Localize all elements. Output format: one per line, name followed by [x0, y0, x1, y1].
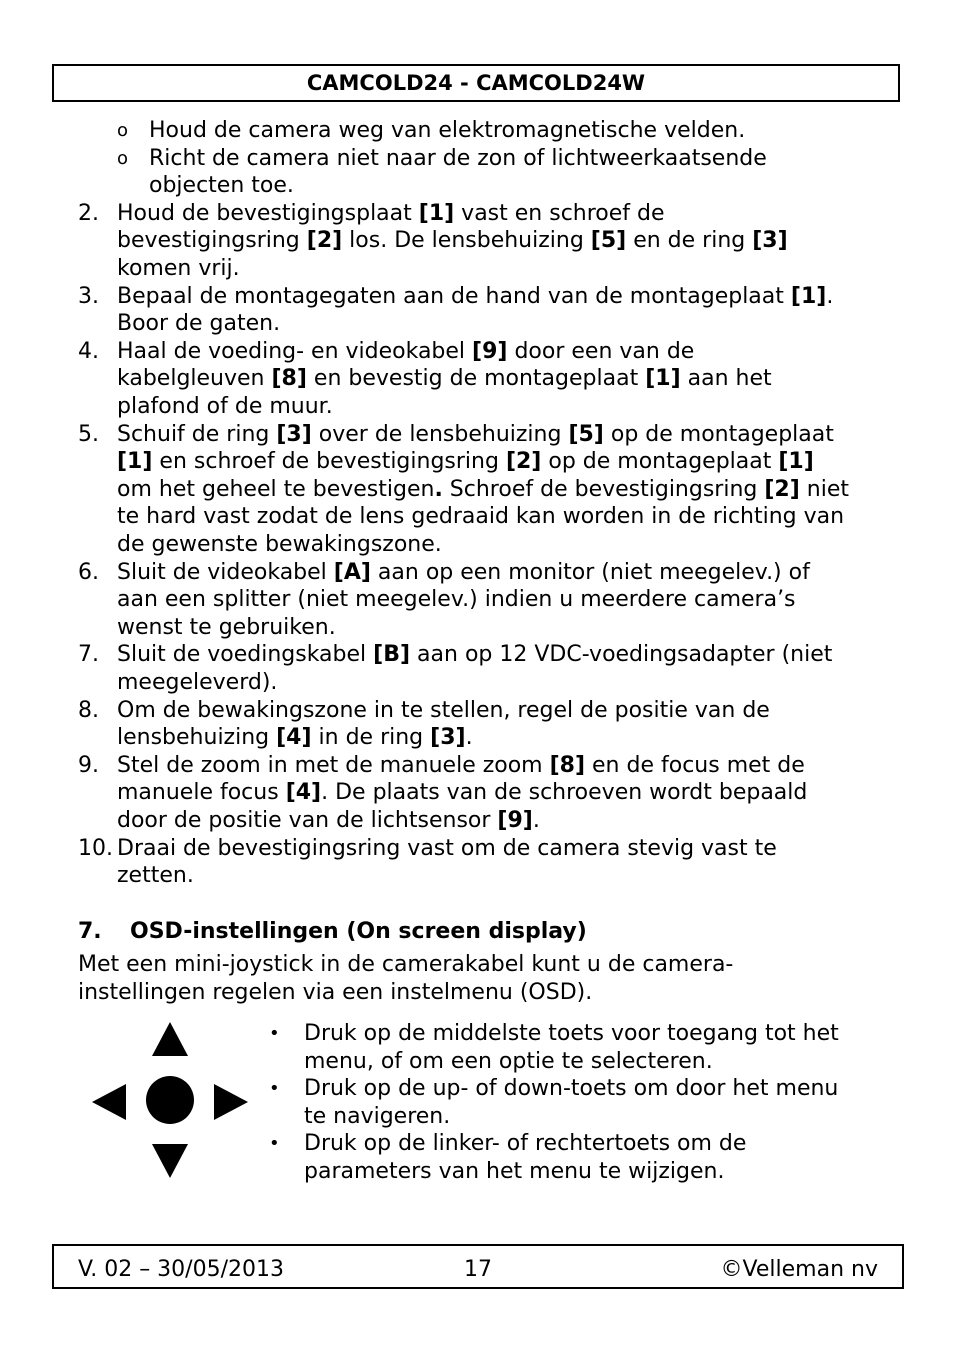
osd-bullet-marker: •	[269, 1078, 280, 1100]
step-line: kabelgleuven [8] en bevestig de montageplaat [1] aan het	[117, 366, 772, 392]
step-line: de gewenste bewakingszone.	[117, 532, 442, 557]
up-arrow-icon	[152, 1022, 188, 1056]
step-line: te hard vast zodat de lens gedraaid kan worden in de richting van	[117, 504, 845, 530]
step-line: komen vrij.	[117, 256, 240, 281]
sub-bullet-marker: o	[117, 120, 129, 141]
sub-bullet-line: objecten toe.	[149, 173, 294, 199]
step-line: Sluit de voedingskabel [B] aan op 12 VDC-voedingsadapter (niet	[117, 642, 833, 668]
section-title: OSD-instellingen (On screen display)	[130, 919, 587, 944]
step-line: manuele focus [4]. De plaats van de schroeven wordt bepaald	[117, 780, 808, 806]
step-line: Om de bewakingszone in te stellen, regel de positie van de	[117, 697, 770, 723]
osd-bullet-line: parameters van het menu te wijzigen.	[304, 1159, 725, 1184]
step-line: aan een splitter (niet meegelev.) indien u meerdere camera’s	[117, 587, 796, 613]
sub-bullet-line: Richt de camera niet naar de zon of lichtweerkaatsende	[149, 145, 767, 171]
step-number: 6.	[78, 559, 99, 585]
step-number: 2.	[78, 200, 99, 226]
step-line: om het geheel te bevestigen. Schroef de bevestigingsring [2] niet	[117, 476, 849, 502]
step-number: 9.	[78, 752, 99, 778]
step-line: door de positie van de lichtsensor [9].	[117, 808, 540, 833]
page-header	[52, 64, 900, 102]
step-line: bevestigingsring [2] los. De lensbehuizing [5] en de ring [3]	[117, 228, 788, 254]
step-number: 4.	[78, 338, 99, 364]
osd-bullet-marker: •	[269, 1023, 280, 1044]
intro-line: Met een mini-joystick in de camerakabel kunt u de camera-	[78, 952, 734, 977]
step-line: zetten.	[117, 863, 194, 889]
step-line: Boor de gaten.	[117, 311, 281, 337]
step-line: Houd de bevestigingsplaat [1] vast en schroef de	[117, 200, 665, 226]
step-line: Draai de bevestigingsring vast om de camera stevig vast te	[117, 835, 777, 861]
down-arrow-icon	[152, 1144, 188, 1178]
footer-page-number: 17	[464, 1257, 492, 1282]
osd-bullet-line: te navigeren.	[304, 1103, 451, 1129]
joystick-icon	[88, 1018, 252, 1182]
step-line: plafond of de muur.	[117, 394, 333, 419]
step-line: Schuif de ring [3] over de lensbehuizing [5] op de montageplaat	[117, 421, 834, 447]
intro-line: instellingen regelen via een instelmenu (OSD).	[78, 979, 593, 1005]
osd-bullet-line: Druk op de linker- of rechtertoets om de	[304, 1131, 747, 1157]
osd-bullet-marker: •	[269, 1133, 280, 1155]
page-footer	[52, 1244, 904, 1289]
step-line: Bepaal de montagegaten aan de hand van de montageplaat [1].	[117, 283, 834, 309]
footer-version: V. 02 – 30/05/2013	[78, 1257, 284, 1282]
step-number: 3.	[78, 283, 99, 309]
sub-bullet-line: Houd de camera weg van elektromagnetische velden.	[149, 118, 746, 143]
center-button-icon	[146, 1076, 194, 1124]
step-line: wenst te gebruiken.	[117, 614, 336, 640]
step-line: lensbehuizing [4] in de ring [3].	[117, 725, 473, 751]
step-line: [1] en schroef de bevestigingsring [2] op de montageplaat [1]	[117, 449, 814, 475]
header-title: CAMCOLD24 - CAMCOLD24W	[306, 71, 646, 95]
osd-bullet-line: Druk op de middelste toets voor toegang tot het	[304, 1021, 839, 1046]
osd-bullet-line: menu, of om een optie te selecteren.	[304, 1048, 713, 1074]
step-line: Sluit de videokabel [A] aan op een monitor (niet meegelev.) of	[117, 559, 810, 585]
section-number: 7.	[78, 919, 102, 944]
step-number: 10.	[78, 835, 113, 861]
step-line: meegeleverd).	[117, 670, 278, 695]
step-number: 7.	[78, 642, 99, 668]
footer-copyright: ©Velleman nv	[720, 1257, 878, 1282]
sub-bullet-marker: o	[117, 147, 129, 169]
right-arrow-icon	[214, 1084, 248, 1120]
step-line: Stel de zoom in met de manuele zoom [8] en de focus met de	[117, 752, 805, 778]
left-arrow-icon	[92, 1084, 126, 1120]
step-line: Haal de voeding- en videokabel [9] door een van de	[117, 338, 695, 364]
step-number: 5.	[78, 421, 99, 447]
osd-bullet-line: Druk op de up- of down-toets om door het menu	[304, 1076, 839, 1102]
step-number: 8.	[78, 697, 99, 723]
